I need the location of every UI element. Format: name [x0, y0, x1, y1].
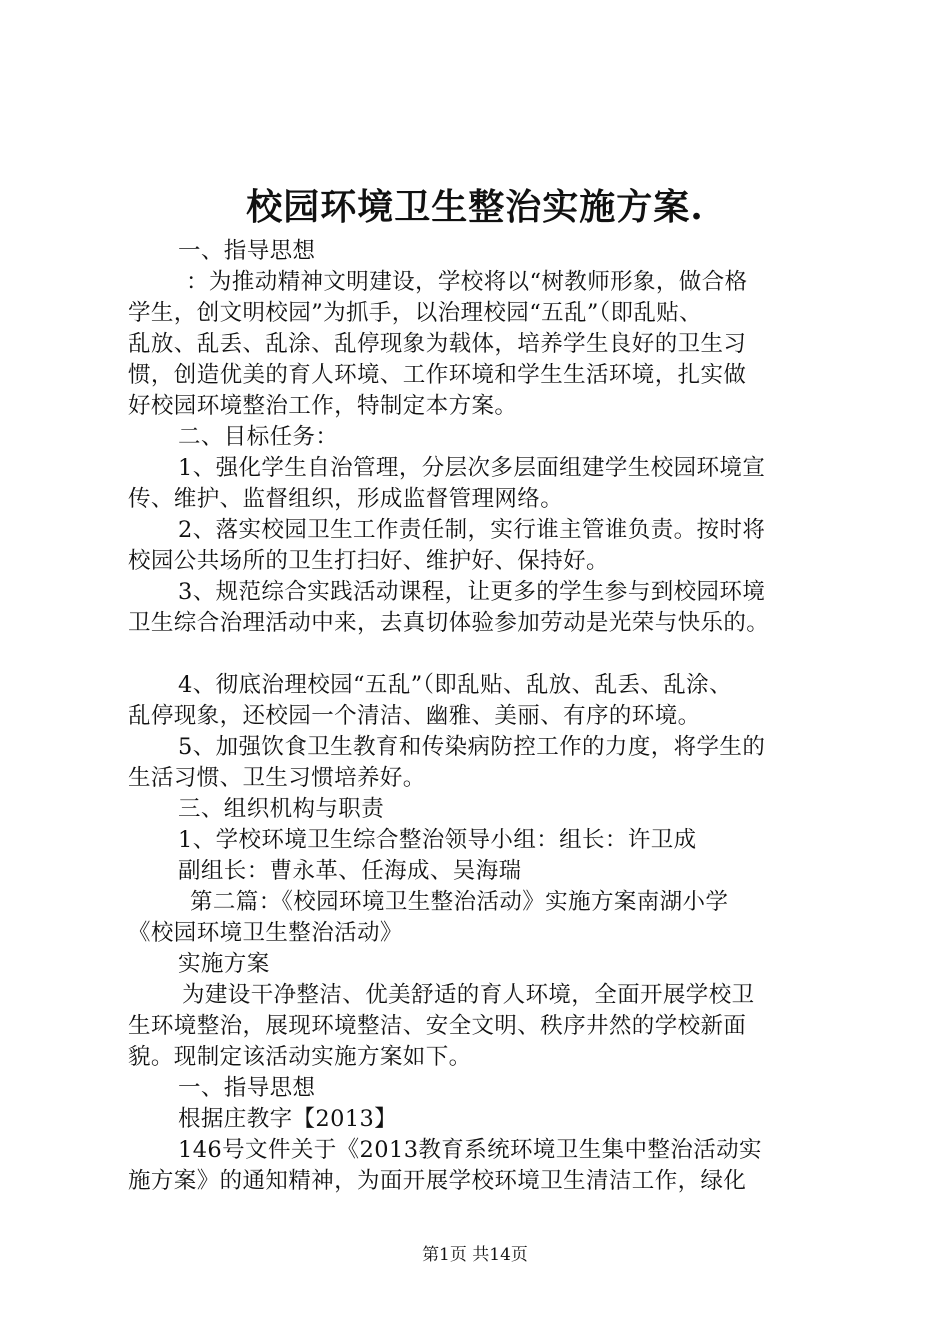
- blank-line: [128, 639, 838, 670]
- list-item-line: 校园公共场所的卫生打扫好、维护好、保持好。: [128, 548, 609, 574]
- paragraph-line: 乱放、乱丢、乱涂、乱停现象为载体，培养学生良好的卫生习: [128, 331, 747, 357]
- list-item-line: 生活习惯、卫生习惯培养好。: [128, 765, 426, 791]
- section-heading: 三、组织机构与职责: [178, 796, 385, 822]
- paragraph-line: 146号文件关于《2013教育系统环境卫生集中整治活动实: [178, 1137, 762, 1163]
- paragraph-line: ：为推动精神文明建设，学校将以“树教师形象，做合格: [186, 269, 748, 295]
- list-item-line: 传、维护、监督组织，形成监督管理网络。: [128, 486, 564, 512]
- list-item-line: 3、规范综合实践活动课程，让更多的学生参与到校园环境: [178, 579, 766, 605]
- paragraph-line: 惯，创造优美的育人环境、工作环境和学生生活环境，扎实做: [128, 362, 747, 388]
- list-item-line: 1、学校环境卫生综合整治领导小组：组长：许卫成: [178, 827, 697, 853]
- section-heading: 一、指导思想: [178, 1075, 316, 1101]
- paragraph-line: 为建设干净整洁、优美舒适的育人环境，全面开展学校卫: [182, 982, 755, 1008]
- section-heading: 一、指导思想: [178, 238, 316, 264]
- paragraph-line: 生环境整治，展现环境整洁、安全文明、秩序井然的学校新面: [128, 1013, 747, 1039]
- paragraph-line: 貌。现制定该活动实施方案如下。: [128, 1044, 472, 1070]
- list-item-line: 2、落实校园卫生工作责任制，实行谁主管谁负责。按时将: [178, 517, 766, 543]
- chapter-heading: 《校园环境卫生整治活动》: [128, 920, 403, 946]
- list-item-line: 乱停现象，还校园一个清洁、幽雅、美丽、有序的环境。: [128, 703, 701, 729]
- list-item-line: 卫生综合治理活动中来，去真切体验参加劳动是光荣与快乐的。: [128, 610, 770, 636]
- list-item-line: 5、加强饮食卫生教育和传染病防控工作的力度，将学生的: [178, 734, 766, 760]
- chapter-heading: 第二篇：《校园环境卫生整治活动》实施方案南湖小学: [190, 889, 729, 915]
- section-heading: 二、目标任务：: [178, 424, 339, 450]
- paragraph-line: 学生，创文明校园”为抓手，以治理校园“五乱”（即乱贴、: [128, 300, 703, 326]
- paragraph-line: 副组长：曹永革、任海成、吴海瑞: [178, 858, 522, 884]
- list-item-line: 1、强化学生自治管理，分层次多层面组建学生校园环境宣: [178, 455, 766, 481]
- list-item-line: 4、彻底治理校园“五乱”（即乱贴、乱放、乱丢、乱涂、: [178, 672, 732, 698]
- document-title: 校园环境卫生整治实施方案.: [246, 186, 704, 228]
- chapter-heading: 实施方案: [178, 951, 270, 977]
- page-footer: 第1页 共14页: [422, 1245, 528, 1265]
- paragraph-line: 好校园环境整治工作，特制定本方案。: [128, 393, 518, 419]
- document-body: [128, 236, 838, 1197]
- paragraph-line: 施方案》的通知精神，为面开展学校环境卫生清洁工作，绿化: [128, 1168, 747, 1194]
- paragraph-line: 根据庄教字【2013】: [178, 1106, 398, 1132]
